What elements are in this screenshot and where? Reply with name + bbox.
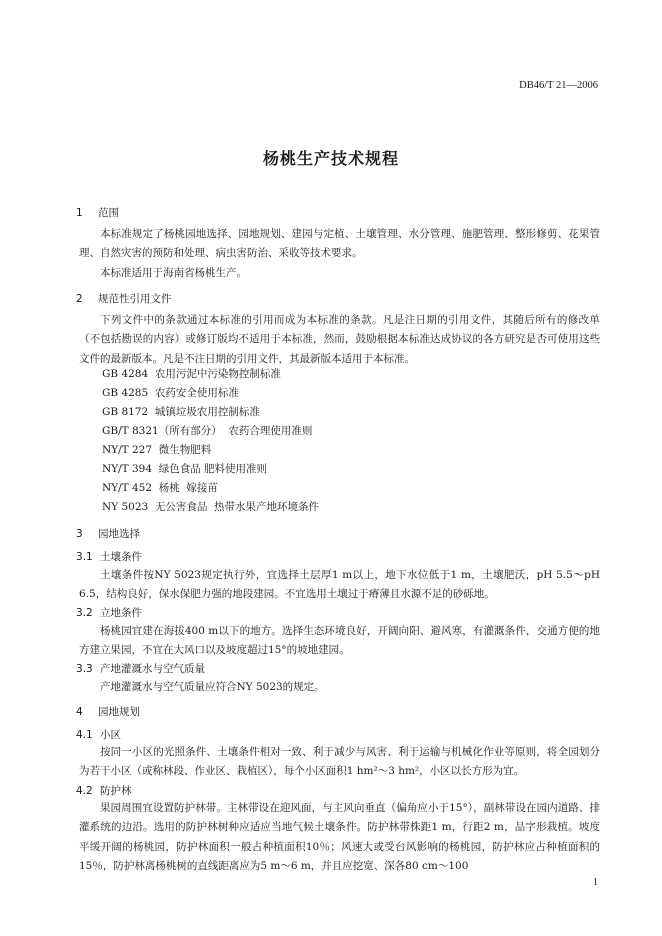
subsection-heading-3-1: [76, 549, 142, 564]
section-title: 范围: [98, 207, 119, 219]
section-title: 园地规划: [98, 706, 140, 718]
reference-item: GB 4285 农药安全使用标准: [102, 387, 239, 399]
subsection-title: 立地条件: [100, 607, 142, 619]
reference-item: GB 4284 农用污泥中污染物控制标准: [102, 368, 281, 380]
subsection-title: 产地灌溉水与空气质量: [100, 663, 205, 675]
reference-item: NY/T 227 微生物肥料: [102, 444, 212, 456]
section-number: 4: [76, 706, 83, 718]
paragraph: 本标准适用于海南省杨桃生产。: [100, 267, 247, 279]
paragraph: 杨桃园宜建在海拔400 m以下的地方。选择生态环境良好，开阔向阳、避风寒，有灌溉条件，交通方便的地方建立果园，不宜在大风口以及坡度超过15°的坡地建园。: [79, 625, 600, 657]
section-heading-4: [76, 704, 140, 719]
subsection-heading-4-1: [76, 727, 121, 742]
paragraph: 土壤条件按NY 5023规定执行外，宜选择土层厚1 m以上，地下水位低于1 m，土壤肥沃，pH 5.5～pH 6.5，结构良好，保水保肥力强的地段建园。不宜选用土壤过于瘠薄且水源不足的砂砾地。: [79, 569, 600, 601]
subsection-title: 防护林: [100, 785, 132, 797]
subsection-title: 小区: [100, 729, 121, 741]
section-number: 2: [76, 293, 83, 305]
subsection-heading-3-2: [76, 605, 142, 620]
subsection-title: 土壤条件: [100, 551, 142, 563]
section-number: 1: [76, 207, 83, 219]
paragraph: 本标准规定了杨桃园地选择、园地规划、建园与定植、土壤管理、水分管理、施肥管理、整形修剪、花果管理、自然灾害的预防和处理、病虫害防治、采收等技术要求。: [79, 228, 600, 260]
reference-item: NY/T 394 绿色食品 肥料使用准则: [102, 463, 268, 475]
subsection-number: 4.1: [76, 729, 93, 741]
paragraph: 下列文件中的条款通过本标准的引用而成为本标准的条款。凡是注日期的引用文件，其随后所有的修改单（不包括勘误的内容）或修订版均不适用于本标准，然而，鼓励根据本标准达成协议的各方研究是否可使用这些文件的最新版本。凡是不注日期的引用文件，其最新版本适用于本标准。: [79, 314, 600, 365]
subsection-heading-3-3: [76, 661, 205, 676]
section-title: 规范性引用文件: [98, 293, 172, 305]
subsection-number: 3.3: [76, 663, 93, 675]
standard-code: DB46/T 21—2006: [519, 80, 598, 91]
section-heading-2: [76, 291, 172, 306]
reference-item: GB/T 8321（所有部分） 农药合理使用准则: [102, 425, 313, 437]
subsection-number: 3.1: [76, 551, 93, 563]
paragraph: 产地灌溉水与空气质量应符合NY 5023的规定。: [100, 681, 325, 693]
section-heading-3: [76, 526, 140, 541]
reference-item: NY/T 452 杨桃 嫁接苗: [102, 482, 218, 494]
page-title: 杨桃生产技术规程: [262, 149, 399, 168]
subsection-number: 3.2: [76, 607, 93, 619]
page-number: 1: [593, 877, 598, 888]
reference-item: NY 5023 无公害食品 热带水果产地环境条件: [102, 501, 320, 513]
paragraph: 果园周围宜设置防护林带。主林带设在迎风面，与主风向垂直（偏角应小于15°），副林带设在园内道路、排灌系统的边沿。选用的防护林树种应适应当地气候土壤条件。防护林带株距1 m，行距2 m，品字形栽植。坡度平缓开阔的杨桃园，防护林面积一般占种植面积10％；风速大或受台风影响的杨桃园，防护林应占种植面积的15％，防护林离杨桃树的直线距离应为5 m～6 m，并且应挖宽、深各80 cm～100: [79, 802, 600, 873]
section-heading-1: [76, 205, 119, 220]
reference-item: GB 8172 城镇垃圾农用控制标准: [102, 406, 260, 418]
section-number: 3: [76, 528, 83, 540]
paragraph: 按同一小区的光照条件、土壤条件相对一致、利于减少与风害、利于运输与机械化作业等原则，将全园划分为若干小区（或称林段、作业区、栽植区），每个小区面积1 hm²～3 hm²，小区以长方形为宜。: [79, 746, 600, 778]
subsection-heading-4-2: [76, 783, 132, 798]
section-title: 园地选择: [98, 528, 140, 540]
subsection-number: 4.2: [76, 785, 93, 797]
